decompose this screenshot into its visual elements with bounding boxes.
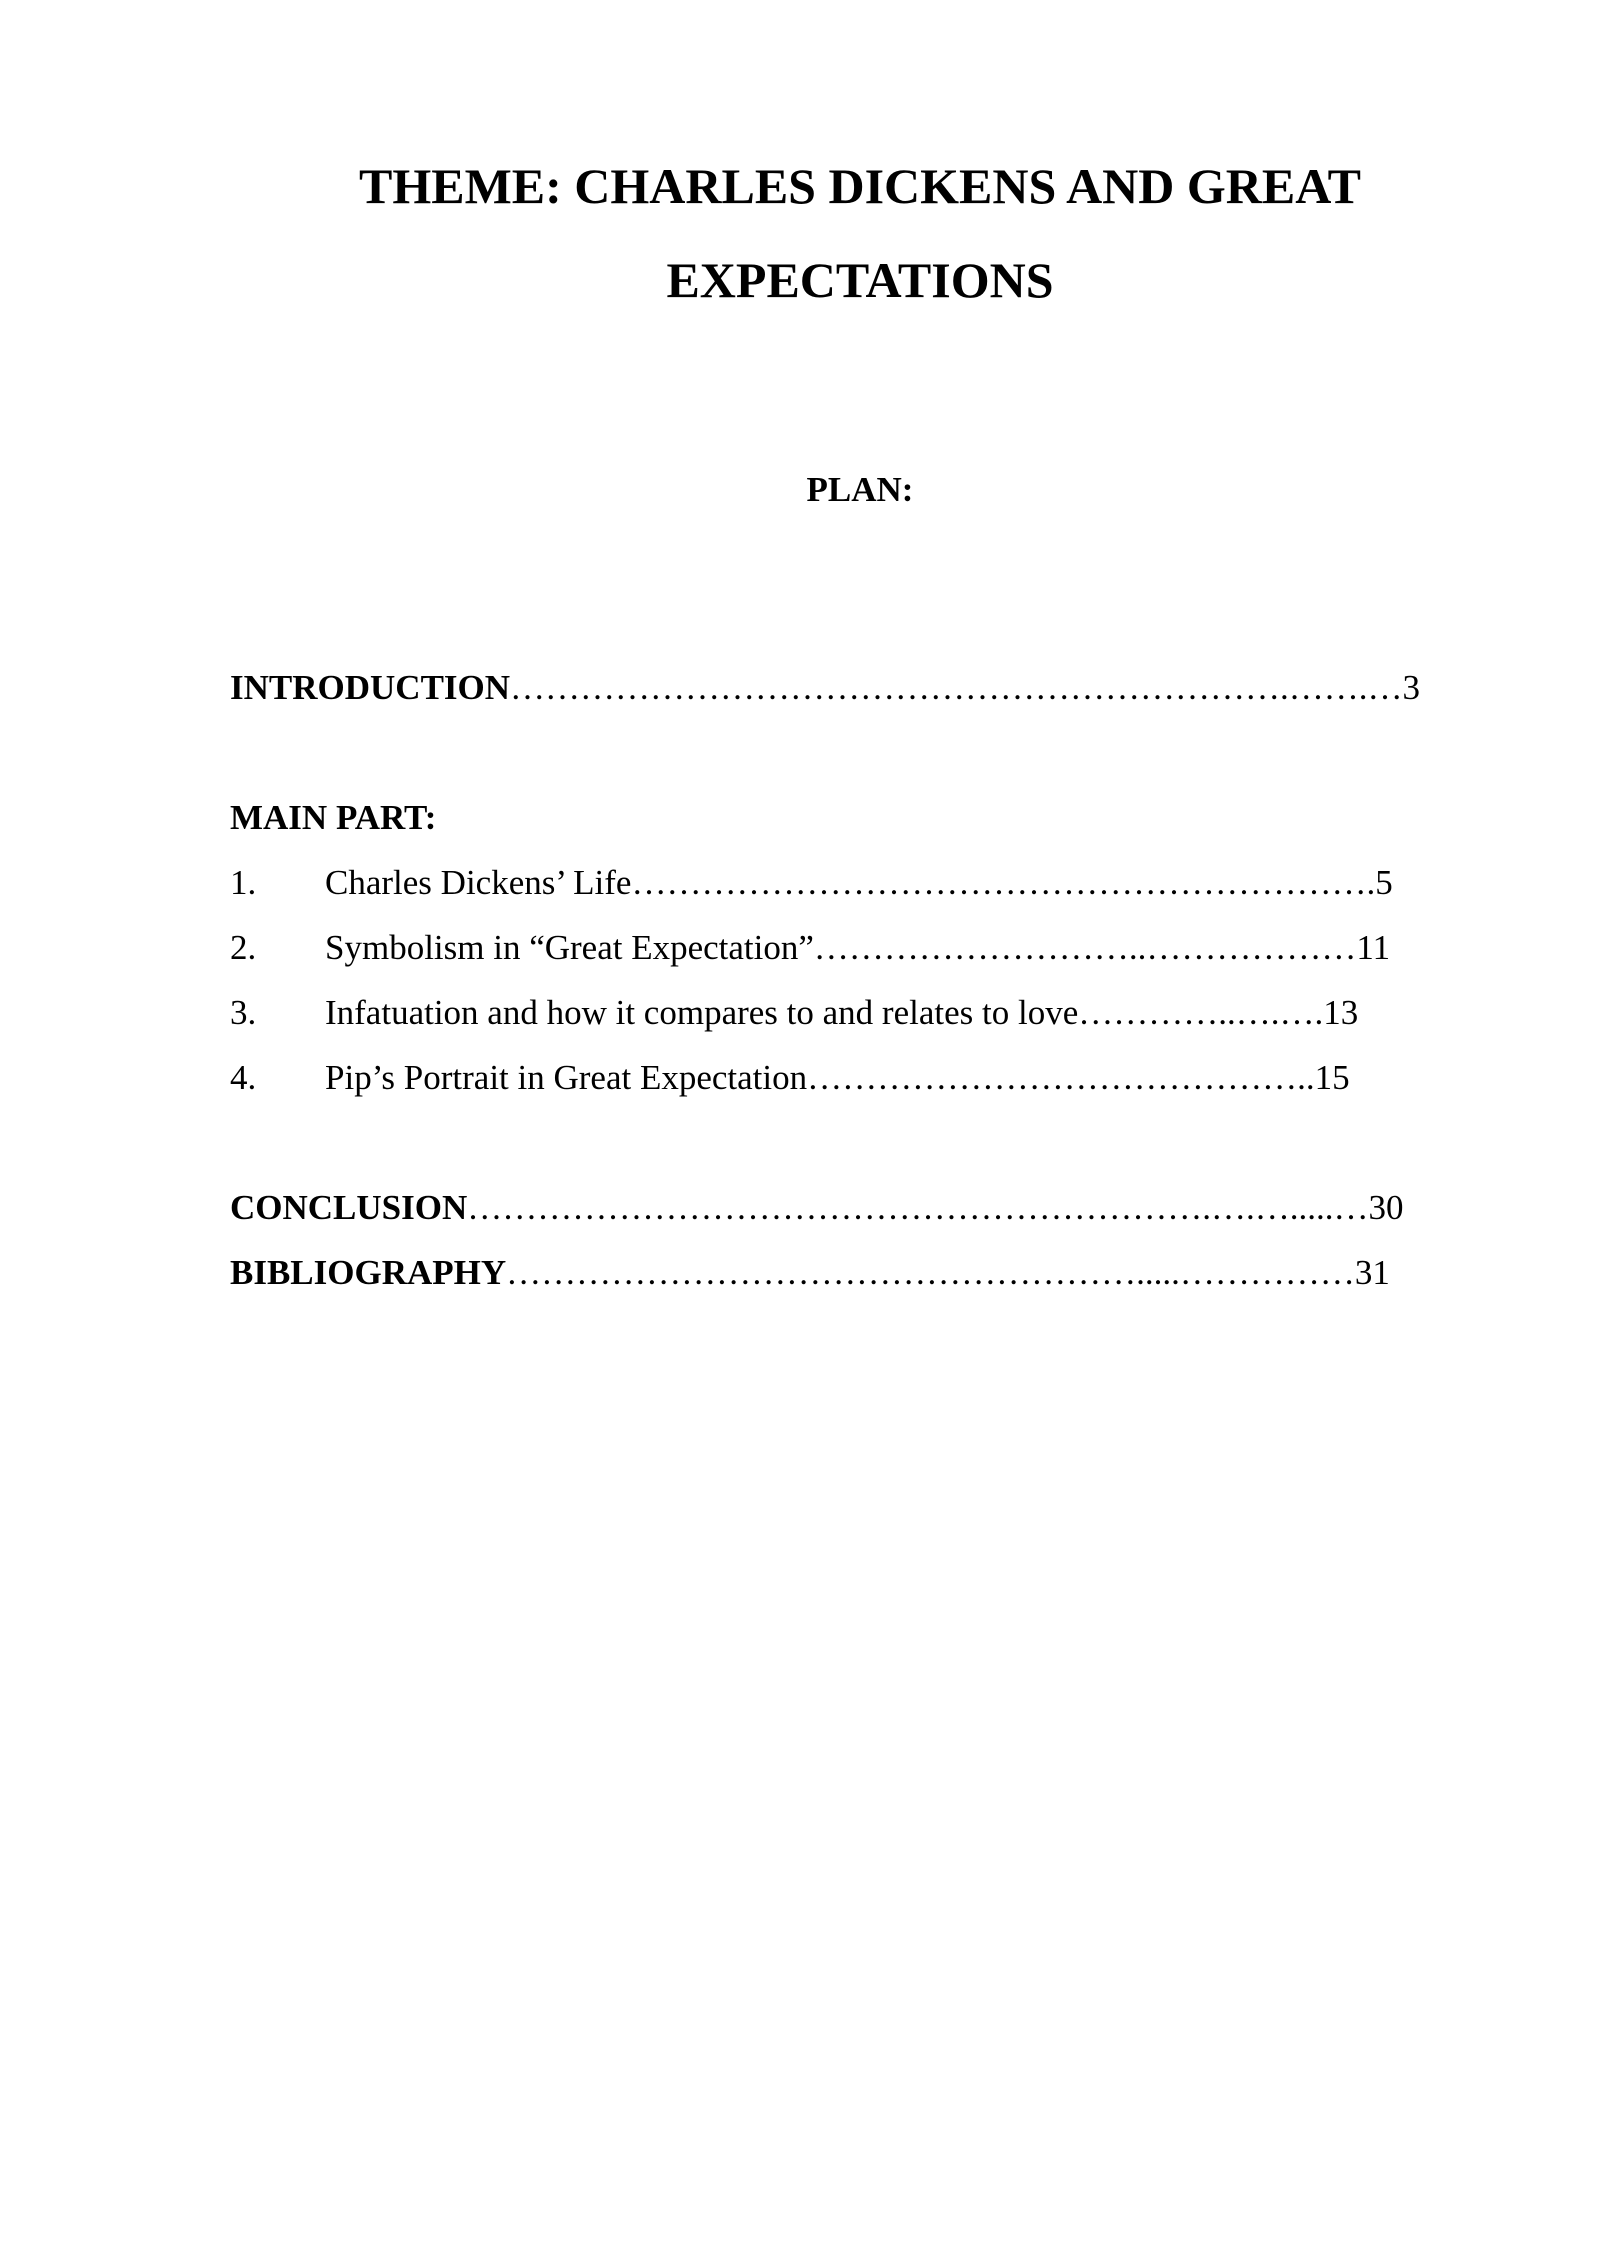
toc-entry-label: CONCLUSION [230,1188,468,1227]
toc-page-number: 13 [1323,993,1359,1032]
toc-item-number: 1. [230,863,257,902]
toc-entry-bibliography [230,1253,1390,1293]
toc-page-number: 11 [1356,928,1391,967]
toc-leader: …………..….…. [1078,993,1324,1032]
toc-entry-introduction [230,668,1420,708]
toc-leader: …………………………………….. [807,1058,1315,1097]
toc-entry-label: Symbolism in “Great Expectation” [325,928,814,967]
toc-entry-main-3 [230,993,1358,1033]
toc-leader: ……………………………………………….....…………… [506,1253,1355,1292]
document-title-line-2: EXPECTATIONS [666,252,1054,308]
toc-entry-label: BIBLIOGRAPHY [230,1253,507,1292]
toc-item-number: 2. [230,928,257,967]
toc-entry-label: Pip’s Portrait in Great Expectation [325,1058,808,1097]
toc-entry-main-4 [230,1058,1350,1098]
toc-leader: ………………………..……………… [813,928,1357,967]
main-part-heading: MAIN PART: [230,798,437,837]
toc-item-number: 4. [230,1058,257,1097]
toc-page-number: 3 [1402,668,1421,707]
document-title-line-1: THEME: CHARLES DICKENS AND GREAT [358,158,1361,214]
toc-page-number: 15 [1314,1058,1350,1097]
toc-entry-label: INTRODUCTION [230,668,511,707]
toc-entry-conclusion [230,1188,1404,1228]
toc-page-number: 31 [1354,1253,1390,1292]
toc-entry-label: Infatuation and how it compares to and relates to love [325,993,1079,1032]
toc-page-number: 30 [1368,1188,1404,1227]
toc-leader: ………………………………………………………. [631,863,1376,902]
toc-entry-main-1 [230,863,1393,903]
toc-leader: ………………………………………………………….…….… [510,668,1403,707]
toc-item-number: 3. [230,993,257,1032]
toc-entry-label: Charles Dickens’ Life [325,863,632,902]
plan-heading: PLAN: [806,470,914,509]
toc-entry-main-2 [230,928,1390,968]
toc-leader: ……………………………………………………….….….....… [467,1188,1369,1227]
toc-page-number: 5 [1375,863,1393,902]
